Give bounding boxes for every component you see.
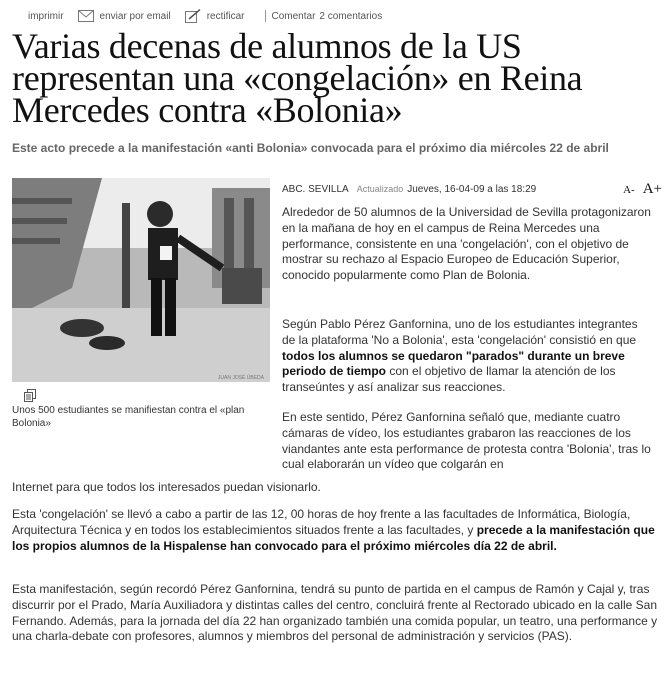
- paragraph-3: En este sentido, Pérez Ganfornina señaló que, mediante cuatro cámaras de vídeo, los estudiantes grabaron las reacciones de los viandantes ante esta performance de protesta contra 'Bolonia', tras lo cual elaborarán un vídeo que colgarán en: [282, 410, 651, 472]
- comment-label: Comentar: [271, 10, 316, 22]
- edit-icon: [185, 9, 201, 23]
- comments-count: 2 comentarios: [319, 10, 383, 22]
- font-larger-button[interactable]: A+: [642, 180, 662, 197]
- font-smaller-button[interactable]: A-: [623, 183, 635, 196]
- article-meta: [282, 182, 662, 196]
- font-size-controls: [623, 181, 662, 198]
- article-toolbar: [28, 6, 382, 26]
- article-source: ABC. SEVILLA: [282, 183, 349, 195]
- article-photo[interactable]: [12, 178, 270, 382]
- rectify-label: rectificar: [206, 10, 245, 22]
- comments-link[interactable]: [272, 11, 383, 22]
- paragraph-5: Esta manifestación, según recordó Pérez Ganfornina, tendrá su punto de partida en el campus de Ramón y Cajal y, tras discurrir por el Prado, María Auxiliadora y distintas calles del centro, concluirá frente al Rectorado ubicado en la calle San Fernando. Además, para la jornada del día 22 han organizado también una comida popular, un teatro, una performance y una charla-debate con profesores, alumnos y miembros del personal de administración y servicios (PAS).: [12, 582, 658, 644]
- photo-image: [12, 178, 270, 382]
- photo-caption: Unos 500 estudiantes se manifiestan contra el «plan Bolonia»: [12, 405, 245, 429]
- print-button[interactable]: [28, 11, 64, 22]
- paragraph-4-highlight: precede a la manifestación que los propios alumnos de la Hispalense han convocado para el próximo miércoles día 22 de abril.: [12, 522, 655, 553]
- photo-credit: JUAN JOSÉ ÚBEDA: [217, 375, 264, 381]
- updated-label: Actualizado: [356, 184, 404, 194]
- paragraph-4-text-a: Esta 'congelación' se llevó a cabo a partir de las 12, 00 horas de hoy frente a las facultades de Informática, Biología, Arquitectura Técnica y en todos los establecimientos situados frente a las facultades, y: [12, 507, 631, 537]
- article-subtitle: Este acto precede a la manifestación «anti Bolonia» convocada para el próximo dia miércoles 22 de abril: [12, 141, 609, 155]
- toolbar-divider: [265, 10, 266, 22]
- email-button[interactable]: [78, 10, 171, 22]
- envelope-icon: [78, 10, 94, 22]
- paragraph-2-highlight: todos los alumnos se quedaron "parados" durante un breve periodo de tiempo: [282, 348, 625, 379]
- paragraph-2-text-c: con el objetivo de llamar la atención de los transeúntes y así analizar sus reacciones.: [282, 364, 616, 395]
- print-label: imprimir: [28, 10, 64, 22]
- paragraph-3-end: Internet para que todos los interesados puedan visionarlo.: [12, 480, 321, 494]
- rectify-button[interactable]: [185, 9, 245, 23]
- photo-caption-block: [12, 389, 270, 430]
- gallery-icon[interactable]: [24, 389, 36, 402]
- email-label: enviar por email: [99, 10, 171, 22]
- article-title: Varias decenas de alumnos de la US representan una «congelación» en Reina Mercedes contra «Bolonia»: [12, 26, 583, 130]
- paragraph-1: Alrededor de 50 alumnos de la Universidad de Sevilla protagonizaron en la mañana de hoy en el campus de Reina Mercedes una performance, consistente en una 'congelación', con el objetivo de mostrar su rechazo al Espacio Europeo de Educación Superior, conocido popularmente como Plan de Bolonia.: [282, 205, 651, 283]
- article-date: Jueves, 16-04-09 a las 18:29: [407, 183, 537, 195]
- paragraph-4: [12, 507, 662, 554]
- paragraph-2-text-a: Según Pablo Pérez Ganfornina, uno de los estudiantes integrantes de la plataforma 'No a Bolonia', esta 'congelación' consistió en que: [282, 317, 638, 347]
- paragraph-2: [282, 317, 654, 396]
